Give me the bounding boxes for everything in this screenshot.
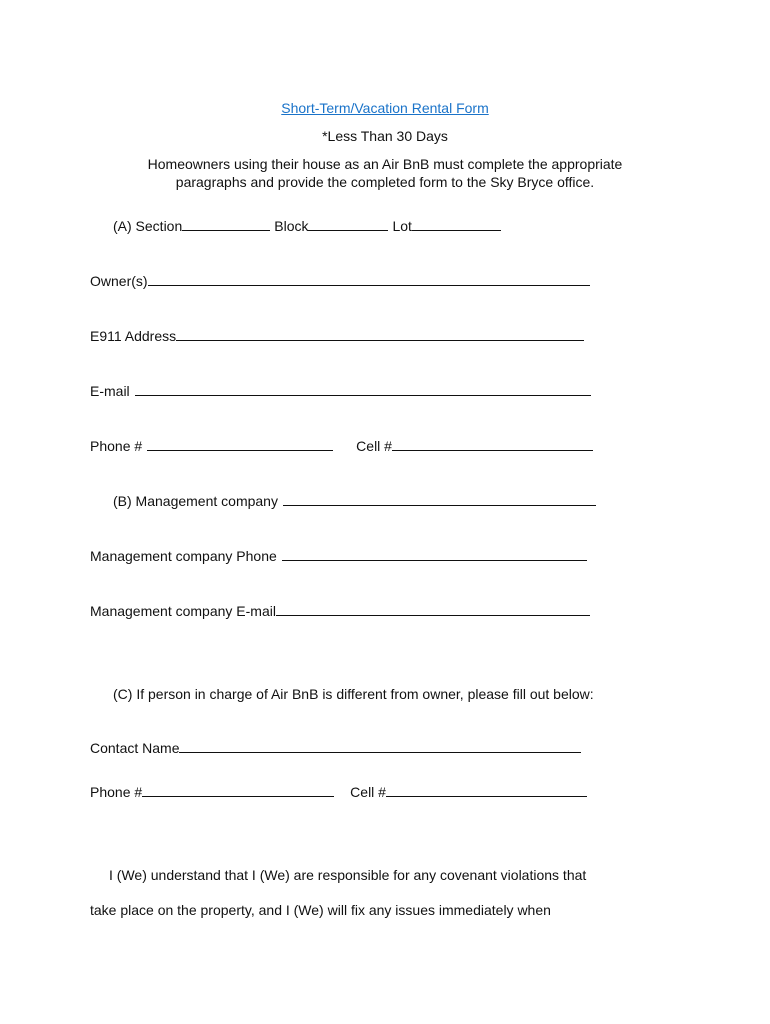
- email-field[interactable]: [135, 395, 591, 396]
- management-phone-label: Management company Phone: [90, 548, 277, 564]
- section-field[interactable]: [182, 230, 270, 231]
- address-label: E911 Address: [90, 328, 177, 344]
- management-company-row: [113, 493, 596, 509]
- section-c-intro: (C) If person in charge of Air BnB is different from owner, please fill out below:: [113, 686, 594, 702]
- cell-field[interactable]: [392, 450, 593, 451]
- management-company-field[interactable]: [283, 505, 596, 506]
- management-company-label: (B) Management company: [113, 493, 278, 509]
- agreement-line-1: I (We) understand that I (We) are responsible for any covenant violations that: [109, 867, 587, 883]
- intro-line-2: paragraphs and provide the completed form to the Sky Bryce office.: [175, 174, 595, 190]
- management-email-row: [90, 603, 590, 619]
- owners-field[interactable]: [148, 285, 590, 286]
- lot-label: Lot: [392, 218, 412, 234]
- contact-phone-label: Phone #: [90, 784, 143, 800]
- phone-label: Phone #: [90, 438, 143, 454]
- cell-label: Cell #: [356, 438, 392, 454]
- contact-cell-label: Cell #: [350, 784, 386, 800]
- management-email-field[interactable]: [276, 615, 590, 616]
- address-field[interactable]: [176, 340, 584, 341]
- contact-phone-field[interactable]: [142, 796, 334, 797]
- management-phone-field[interactable]: [282, 560, 587, 561]
- agreement-line-2: take place on the property, and I (We) will fix any issues immediately when: [90, 902, 551, 918]
- section-label: (A) Section: [113, 218, 183, 234]
- phone-field[interactable]: [147, 450, 333, 451]
- intro-line-1: Homeowners using their house as an Air BnB must complete the appropriate: [147, 156, 623, 172]
- lot-field[interactable]: [412, 230, 501, 231]
- section-block-lot-row: [113, 218, 501, 234]
- owners-row: [90, 273, 590, 289]
- phone-cell-row: [90, 438, 593, 454]
- block-field[interactable]: [308, 230, 388, 231]
- contact-name-field[interactable]: [179, 752, 581, 753]
- email-label: E-mail: [90, 383, 130, 399]
- contact-cell-field[interactable]: [386, 796, 587, 797]
- contact-phone-cell-row: [90, 784, 587, 800]
- email-row: [90, 383, 591, 399]
- owners-label: Owner(s): [90, 273, 148, 289]
- contact-name-label: Contact Name: [90, 740, 180, 756]
- management-phone-row: [90, 548, 587, 564]
- block-label: Block: [274, 218, 309, 234]
- form-title[interactable]: Short-Term/Vacation Rental Form: [281, 100, 489, 116]
- management-email-label: Management company E-mail: [90, 603, 276, 619]
- form-subtitle: *Less Than 30 Days: [322, 128, 448, 144]
- contact-name-row: [90, 740, 581, 756]
- address-row: [90, 328, 584, 344]
